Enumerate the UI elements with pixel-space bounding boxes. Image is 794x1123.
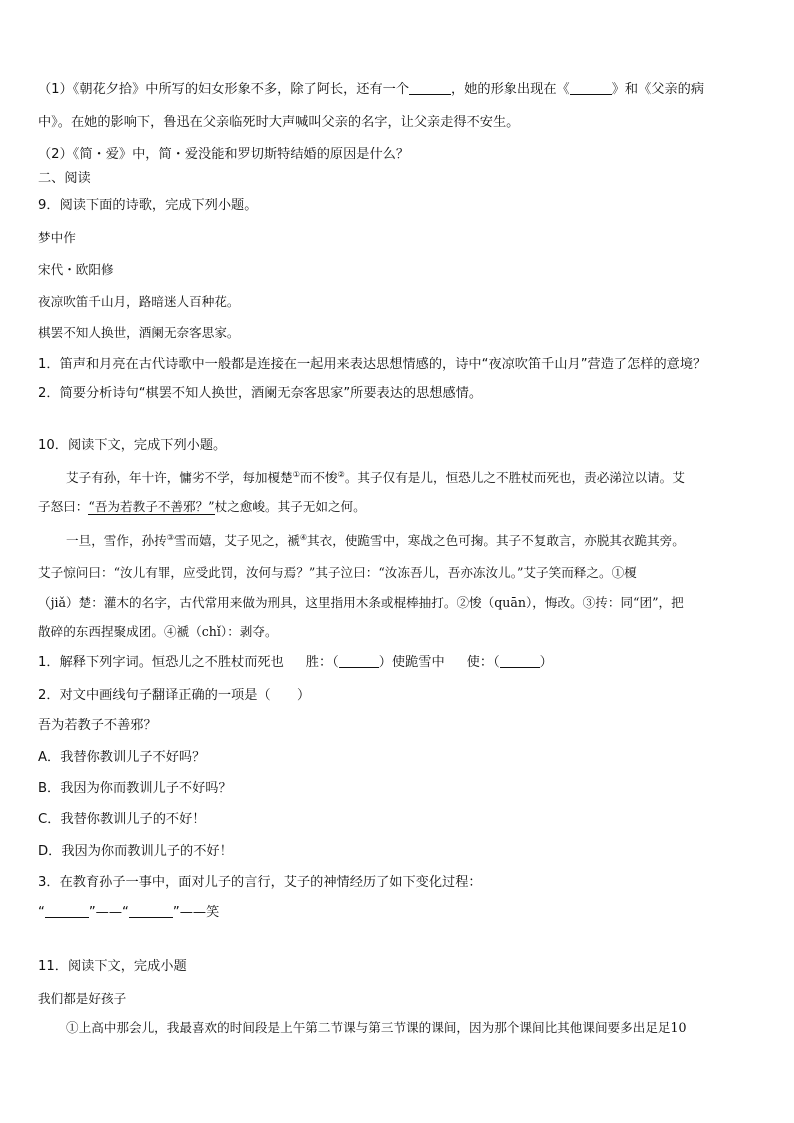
option-d[interactable]: D．我因为你而教训儿子的不好！ [38,844,233,859]
underlined-sentence: “吾为若教子不善邪？” [88,499,215,514]
option-a[interactable]: A．我替你教训儿子不好吗？ [38,750,206,765]
q10-sub2: 2．对文中画线句子翻译正确的一项是（ ） [38,688,311,703]
q10-stem: 10．阅读下文，完成下列小题。 [38,438,227,453]
footnote-line: 散碎的东西捏聚成团。④褫（chǐ）：剥夺。 [38,624,278,639]
poem-line: 棋罢不知人换世，酒阑无奈客思家。 [38,325,240,340]
answer-blank[interactable] [129,903,173,918]
q8-part1-line2: 中》。在她的影响下，鲁迅在父亲临死时大声喊叫父亲的名字，让父亲走得不安生。 [38,115,520,130]
answer-blank[interactable] [409,80,451,95]
answer-blank[interactable] [570,80,612,95]
article-title: 我们都是好孩子 [38,991,127,1006]
poem-line: 夜凉吹笛千山月，路暗迷人百种花。 [38,294,240,309]
q10-sub1: 1．解释下列字词。恒恐儿之不胜杖而死也 胜：（ ）使跪雪中 使：（ ） [38,655,553,670]
q9-stem: 9．阅读下面的诗歌，完成下列小题。 [38,198,258,213]
article-paragraph: ①上高中那会儿，我最喜欢的时间段是上午第二节课与第三节课的课间，因为那个课间比其他课间要多出足足10 [66,1020,687,1035]
answer-blank[interactable] [339,653,379,668]
q9-sub2: 2．简要分析诗句“棋罢不知人换世，酒阑无奈客思家”所要表达的思想感情。 [38,386,483,401]
q8-part2: （2）《简・爱》中，简・爱没能和罗切斯特结婚的原因是什么？ [38,147,410,162]
answer-blank[interactable] [45,903,89,918]
passage-line: 艾子有孙，年十许，慵劣不学，每加榎楚①而不悛②。其子仅有是儿，恒恐儿之不胜杖而死也，责必涕泣以请。艾 [66,470,685,485]
q10-sub2-quote: 吾为若教子不善邪？ [38,718,157,733]
q10-sub3: 3．在教育孙子一事中，面对儿子的言行，艾子的神情经历了如下变化过程： [38,875,482,890]
q10-sub3-blanks: “ ”——“ ”——笑 [38,905,220,920]
option-c[interactable]: C．我替你教训儿子的不好！ [38,812,206,827]
q8-part1-line1: （1）《朝花夕拾》中所写的妇女形象不多，除了阿长，还有一个 ，她的形象出现在《 》和《父亲的病 [38,82,705,97]
passage-line: 一旦，雪作，孙抟③雪而嬉，艾子见之，褫④其衣，使跪雪中，寒战之色可掬。其子不复敢言，亦脱其衣跪其旁。 [66,533,685,548]
option-b[interactable]: B．我因为你而教训儿子不好吗？ [38,781,232,796]
answer-blank[interactable] [500,653,540,668]
passage-line: 艾子惊问曰：“汝儿有罪，应受此罚，汝何与焉？”其子泣曰：“汝冻吾儿，吾亦冻汝儿。”艾子笑而释之。①榎 [38,565,637,580]
section-heading: 二、阅读 [38,171,91,186]
footnote-line: （jiǎ）楚：灌木的名字，古代常用来做为刑具，这里指用木条或棍棒抽打。②悛（quān），悔改。③抟：同“团”，把 [38,595,684,610]
q9-sub1: 1．笛声和月亮在古代诗歌中一般都是连接在一起用来表达思想情感的，诗中“夜凉吹笛千山月”营造了怎样的意境？ [38,357,707,372]
q11-stem: 11．阅读下文，完成小题 [38,959,187,974]
poem-title: 梦中作 [38,230,76,245]
poem-author: 宋代・欧阳修 [38,262,114,277]
passage-line: 子怒曰：“吾为若教子不善邪？”杖之愈峻。其子无如之何。 [38,499,366,514]
